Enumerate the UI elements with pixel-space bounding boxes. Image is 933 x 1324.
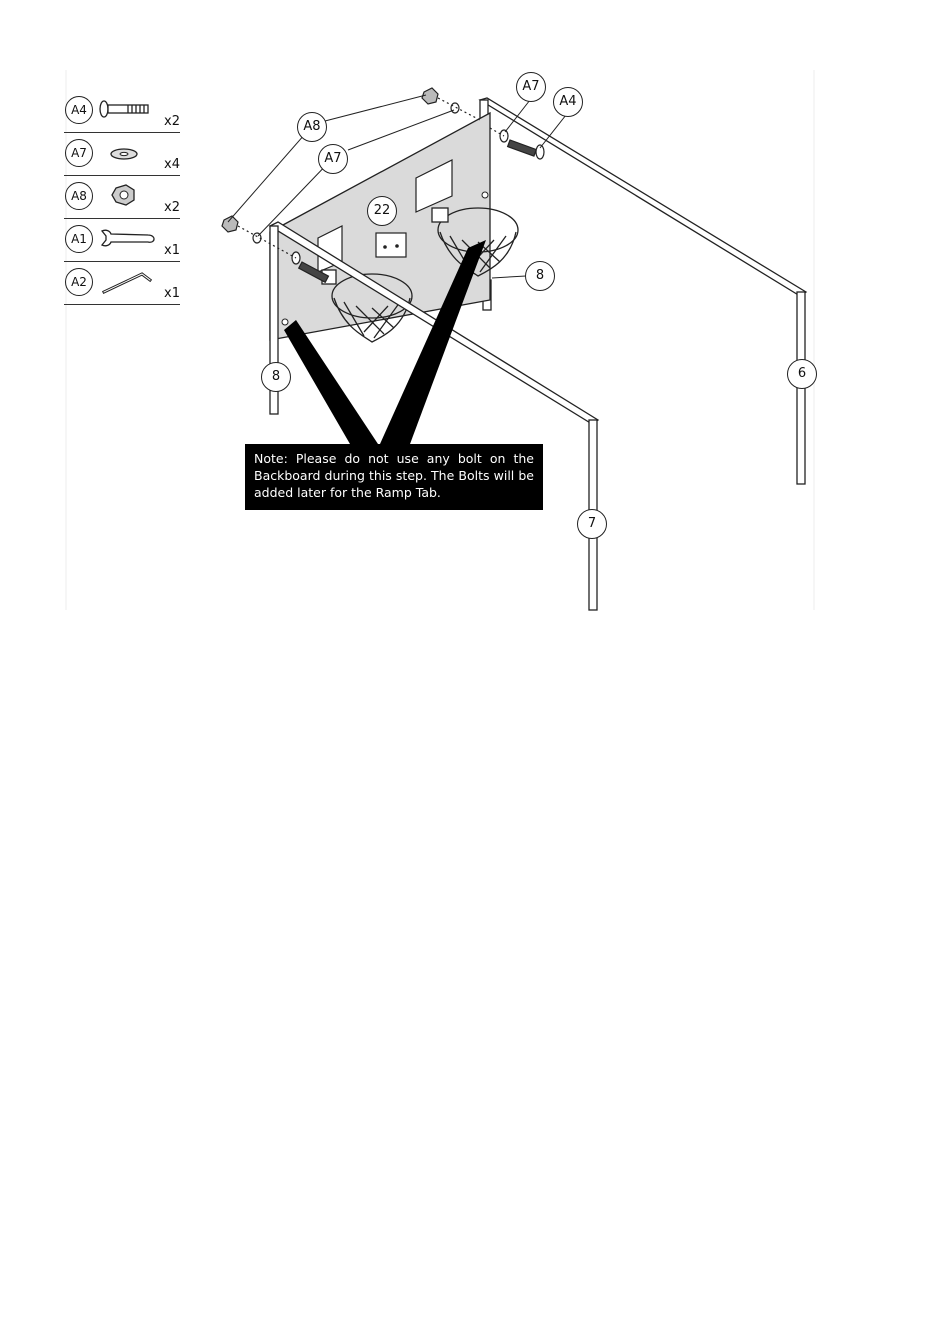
part-code: A2 xyxy=(65,268,93,296)
nut-icon xyxy=(98,182,158,208)
part-row-a1 xyxy=(64,219,180,262)
callout-a7-left: A7 xyxy=(318,144,348,174)
part-row-a7 xyxy=(64,133,180,176)
callout-frame-8-left: 8 xyxy=(261,362,291,392)
frame-tube-6 xyxy=(480,98,806,484)
parts-list xyxy=(64,90,180,305)
callout-a4: A4 xyxy=(553,87,583,117)
bolt-icon xyxy=(98,96,158,122)
callout-frame-8-right: 8 xyxy=(525,261,555,291)
part-row-a8 xyxy=(64,176,180,219)
callout-a8: A8 xyxy=(297,112,327,142)
part-qty: x4 xyxy=(164,157,180,172)
wrench-icon xyxy=(98,225,158,251)
callout-frame-6: 6 xyxy=(787,359,817,389)
part-qty: x1 xyxy=(164,286,180,301)
part-code: A8 xyxy=(65,182,93,210)
callout-a7-right: A7 xyxy=(516,72,546,102)
washer-icon xyxy=(98,139,158,165)
allen-key-icon xyxy=(98,268,158,294)
part-qty: x1 xyxy=(164,243,180,258)
note-box: Note: Please do not use any bolt on the Backboard during this step. The Bolts will be added later for the Ramp Tab. xyxy=(245,444,543,510)
part-code: A1 xyxy=(65,225,93,253)
part-row-a2 xyxy=(64,262,180,305)
part-qty: x2 xyxy=(164,200,180,215)
callout-backboard-22: 22 xyxy=(367,196,397,226)
part-code: A4 xyxy=(65,96,93,124)
part-code: A7 xyxy=(65,139,93,167)
note-pointer-left xyxy=(284,320,378,444)
part-row-a4 xyxy=(64,90,180,133)
part-qty: x2 xyxy=(164,114,180,129)
callout-frame-7: 7 xyxy=(577,509,607,539)
